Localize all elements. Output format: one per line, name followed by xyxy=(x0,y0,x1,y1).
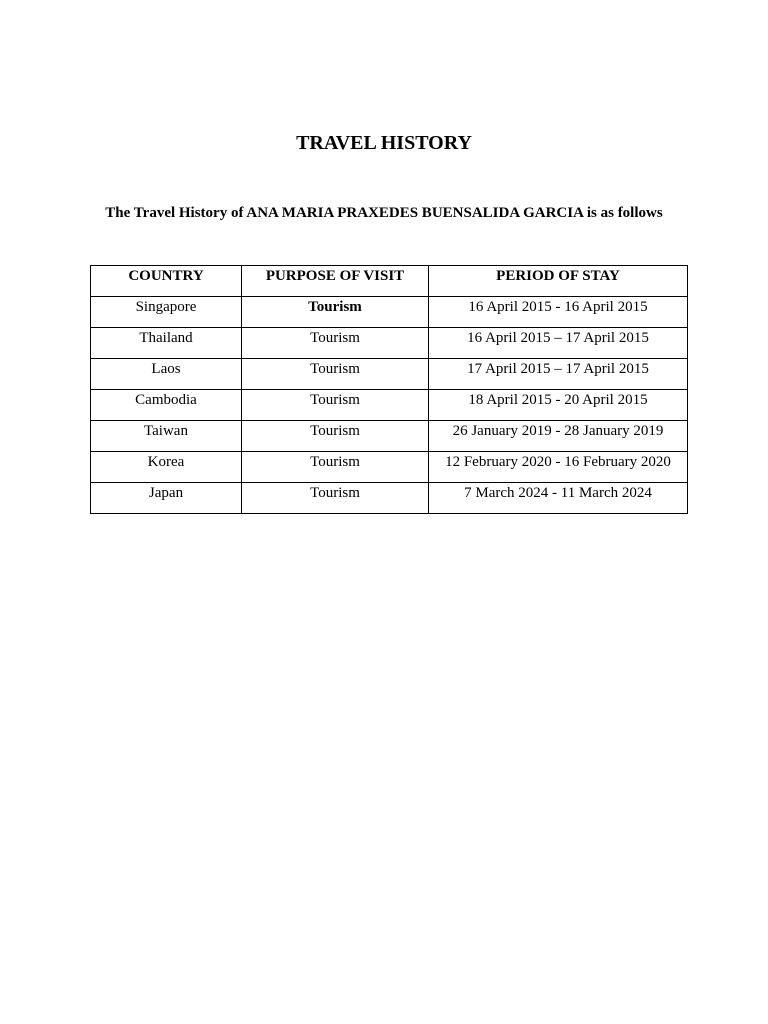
cell-purpose: Tourism xyxy=(242,390,429,421)
table-row xyxy=(91,421,688,452)
table-row xyxy=(91,359,688,390)
cell-period: 18 April 2015 - 20 April 2015 xyxy=(429,390,688,421)
cell-purpose: Tourism xyxy=(242,297,429,328)
table-header-row xyxy=(91,266,688,297)
cell-purpose: Tourism xyxy=(242,328,429,359)
cell-period: 12 February 2020 - 16 February 2020 xyxy=(429,452,688,483)
intro-text: The Travel History of ANA MARIA PRAXEDES BUENSALIDA GARCIA is as follows xyxy=(105,205,663,221)
cell-country: Cambodia xyxy=(91,390,242,421)
cell-period: 16 April 2015 – 17 April 2015 xyxy=(429,328,688,359)
cell-period: 26 January 2019 - 28 January 2019 xyxy=(429,421,688,452)
table-row xyxy=(91,390,688,421)
cell-purpose: Tourism xyxy=(242,483,429,514)
header-period: PERIOD OF STAY xyxy=(429,266,688,297)
header-purpose: PURPOSE OF VISIT xyxy=(242,266,429,297)
cell-purpose: Tourism xyxy=(242,359,429,390)
travel-history-table xyxy=(90,265,688,514)
table-row xyxy=(91,328,688,359)
cell-country: Laos xyxy=(91,359,242,390)
table-row xyxy=(91,297,688,328)
cell-period: 7 March 2024 - 11 March 2024 xyxy=(429,483,688,514)
table-row xyxy=(91,452,688,483)
cell-country: Thailand xyxy=(91,328,242,359)
page-title: TRAVEL HISTORY xyxy=(296,132,472,154)
cell-country: Singapore xyxy=(91,297,242,328)
cell-purpose: Tourism xyxy=(242,452,429,483)
cell-period: 16 April 2015 - 16 April 2015 xyxy=(429,297,688,328)
header-country: COUNTRY xyxy=(91,266,242,297)
cell-purpose: Tourism xyxy=(242,421,429,452)
cell-country: Taiwan xyxy=(91,421,242,452)
cell-country: Japan xyxy=(91,483,242,514)
table-row xyxy=(91,483,688,514)
cell-country: Korea xyxy=(91,452,242,483)
cell-period: 17 April 2015 – 17 April 2015 xyxy=(429,359,688,390)
